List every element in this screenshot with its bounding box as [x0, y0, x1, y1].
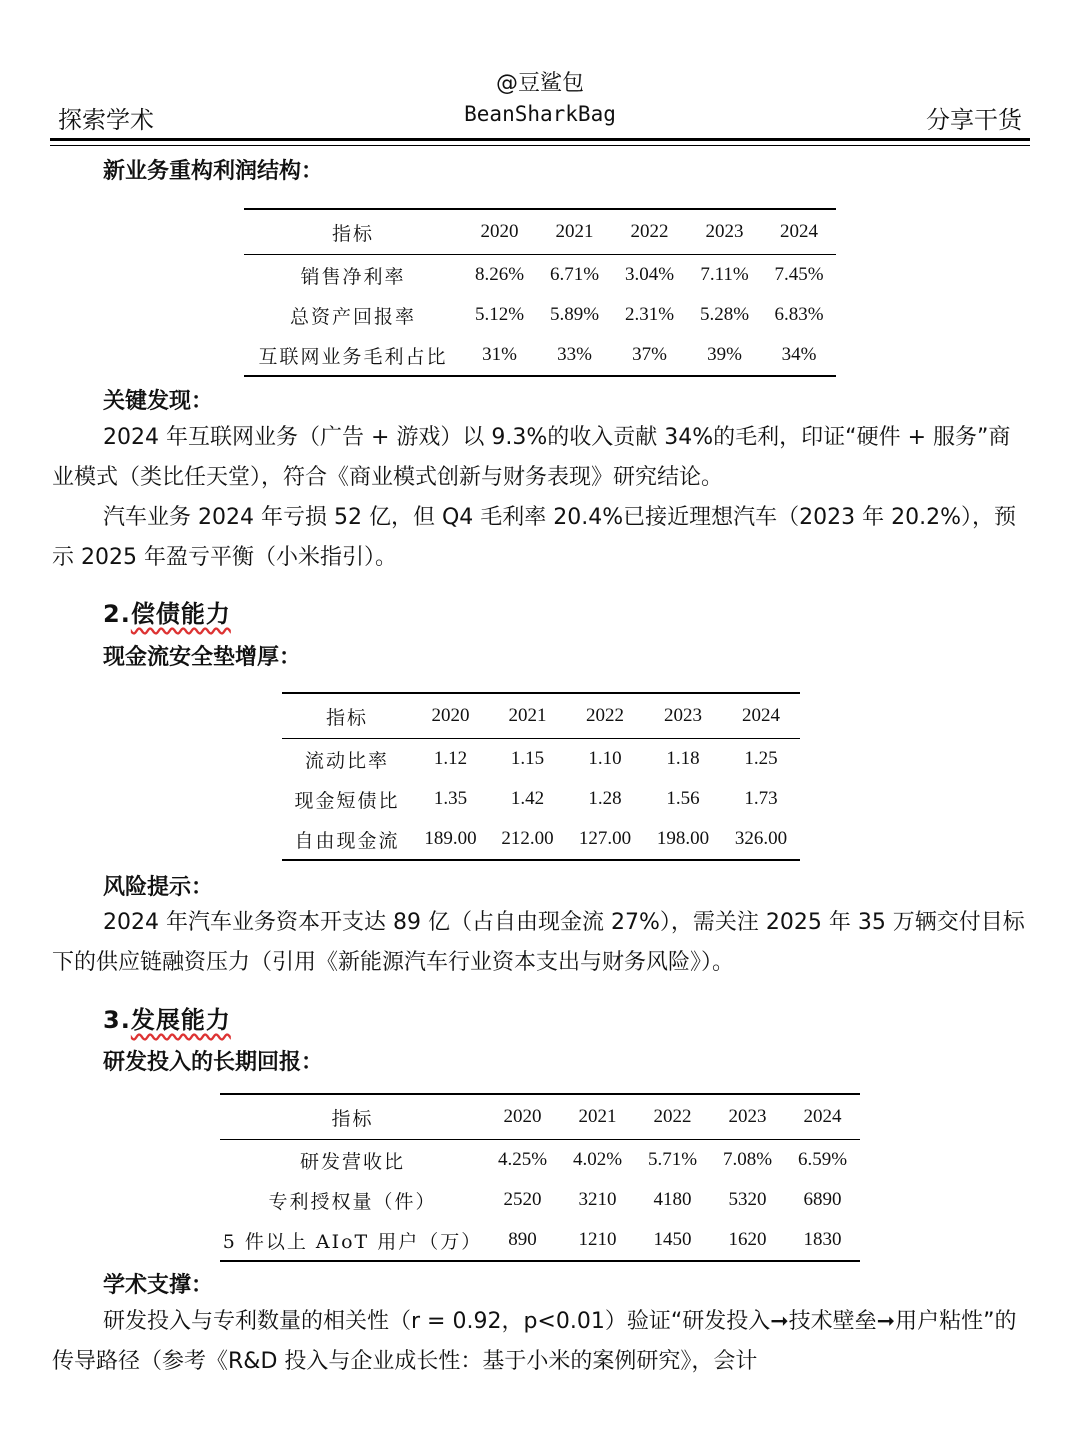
table-cell: 5.71%: [647, 1149, 698, 1170]
table-cell: 1210: [560, 1220, 635, 1261]
table-cell: 1.56: [666, 788, 700, 809]
findings-text-2: 汽车业务 2024 年亏损 52 亿，但 Q4 毛利率 20.4%已接近理想汽车（2023 年 20.2%），预示 2025 年盈亏平衡（小米指引）。: [52, 505, 1017, 570]
findings-paragraph-2: [52, 498, 1028, 578]
author-handle: @豆鲨包: [495, 71, 584, 96]
table-cell: 5.12%: [474, 304, 525, 325]
row-label: 现金短债比: [294, 789, 400, 812]
header-cell: 2022: [566, 693, 644, 739]
table-cell: 1.15: [510, 748, 545, 769]
solvency-table: [282, 692, 800, 861]
header-cell: 2024: [785, 1094, 860, 1140]
header-left-text: 探索学术: [58, 106, 154, 134]
risk-paragraph: [52, 903, 1028, 983]
growth-table: [220, 1093, 860, 1262]
header-cell: 2021: [489, 693, 566, 739]
table-cell: 5.89%: [549, 304, 600, 325]
table-cell: 2.31%: [624, 304, 675, 325]
section-number: 2.: [103, 600, 131, 628]
header-cell: 2023: [687, 209, 762, 255]
table-cell: 6.71%: [549, 264, 600, 285]
header-cell: 2020: [412, 693, 489, 739]
profit-table: [244, 208, 836, 377]
table-cell: 1.25: [744, 748, 778, 769]
row-label: 专利授权量（件）: [268, 1190, 437, 1213]
header-cell: 指标: [220, 1094, 485, 1140]
table-cell: 1.73: [744, 788, 778, 809]
table-cell: 6.83%: [774, 304, 824, 325]
header-cell: 2021: [560, 1094, 635, 1140]
table-cell: 1.28: [588, 788, 622, 809]
table-cell: 1830: [785, 1220, 860, 1261]
section-name: 偿债能力: [130, 600, 231, 628]
findings-paragraph-1: [52, 418, 1028, 498]
brand-name: BeanSharkBag: [464, 102, 616, 126]
table-cell: 198.00: [644, 819, 722, 860]
table-cell: 4.25%: [497, 1149, 548, 1170]
table-cell: 890: [485, 1220, 560, 1261]
header-cell: 指标: [244, 209, 462, 255]
table-row: [282, 819, 800, 860]
table-cell: 1620: [710, 1220, 785, 1261]
findings-text-1: 2024 年互联网业务（广告 + 游戏）以 9.3%的收入贡献 34%的毛利，印证“硬件 + 服务”商业模式（类比任天堂），符合《商业模式创新与财务表现》研究结论。: [52, 425, 1011, 490]
key-findings-heading: 关键发现：: [103, 389, 214, 414]
header-cell: 2021: [537, 209, 612, 255]
table-cell: 326.00: [722, 819, 800, 860]
table-cell: 127.00: [566, 819, 644, 860]
table-cell: 5320: [728, 1189, 767, 1210]
header-cell: 2024: [722, 693, 800, 739]
support-text: 研发投入与专利数量的相关性（r = 0.92，p<0.01）验证“研发投入➞技术壁垒➞用户粘性”的传导路径（参考《R&D 投入与企业成长性：基于小米的案例研究》，会计: [52, 1309, 1017, 1374]
table-header-row: [220, 1094, 860, 1140]
row-label: 销售净利率: [300, 265, 406, 288]
table-cell: 7.11%: [700, 264, 749, 285]
table-row: [244, 255, 836, 296]
header-cell: 2020: [485, 1094, 560, 1140]
section-number: 3.: [103, 1006, 131, 1034]
table-cell: 8.26%: [474, 264, 525, 285]
table-row: [220, 1220, 860, 1261]
table-cell: 6890: [803, 1189, 842, 1210]
row-label: 流动比率: [304, 749, 389, 772]
table-cell: 34%: [762, 335, 836, 376]
header-right-text: 分享干货: [926, 106, 1022, 134]
header-rule-thick: [50, 138, 1030, 141]
header-cell: 2020: [462, 209, 537, 255]
table-cell: 1450: [635, 1220, 710, 1261]
table-cell: 39%: [687, 335, 762, 376]
header-cell: 指标: [282, 693, 412, 739]
table-row: [220, 1140, 860, 1181]
row-label: 研发营收比: [299, 1150, 405, 1173]
header-cell: 2022: [612, 209, 687, 255]
table-row: [282, 739, 800, 780]
table-row: [244, 335, 836, 376]
table-cell: 3.04%: [624, 264, 675, 285]
table-cell: 4.02%: [572, 1149, 623, 1170]
table-row: [244, 295, 836, 335]
rnd-heading: 研发投入的长期回报：: [103, 1050, 324, 1075]
header-cell: 2023: [644, 693, 722, 739]
row-label: 互联网业务毛利占比: [244, 335, 462, 376]
row-label: 自由现金流: [282, 819, 412, 860]
header-cell: 2024: [762, 209, 836, 255]
table-cell: 3210: [578, 1189, 617, 1210]
table-cell: 5.28%: [699, 304, 750, 325]
growth-section-title: [103, 1000, 231, 1035]
table-cell: 189.00: [412, 819, 489, 860]
risk-text: 2024 年汽车业务资本开支达 89 亿（占自由现金流 27%），需关注 2025 年 35 万辆交付目标下的供应链融资压力（引用《新能源汽车行业资本支出与财务风险》）。: [52, 910, 1025, 975]
solvency-section-title: [103, 594, 231, 629]
academic-support-heading: 学术支撑：: [103, 1273, 214, 1298]
profit-structure-heading: 新业务重构利润结构：: [103, 159, 324, 184]
table-cell: 1.35: [433, 788, 468, 809]
table-header-row: [282, 693, 800, 739]
table-row: [282, 779, 800, 819]
table-cell: 212.00: [489, 819, 566, 860]
cashflow-heading: 现金流安全垫增厚：: [103, 645, 302, 670]
table-cell: 4180: [653, 1189, 692, 1210]
row-label: 5 件以上 AIoT 用户（万）: [220, 1220, 485, 1261]
header-rule-thin: [50, 145, 1030, 146]
section-name: 发展能力: [130, 1006, 231, 1034]
header-cell: 2022: [635, 1094, 710, 1140]
risk-heading: 风险提示：: [103, 875, 214, 900]
support-paragraph: [52, 1302, 1028, 1382]
table-cell: 1.12: [433, 748, 468, 769]
table-cell: 37%: [612, 335, 687, 376]
table-cell: 33%: [537, 335, 612, 376]
table-cell: 6.59%: [797, 1149, 848, 1170]
table-cell: 1.10: [588, 748, 622, 769]
table-cell: 1.42: [510, 788, 545, 809]
table-cell: 7.45%: [774, 264, 824, 285]
table-cell: 2520: [503, 1189, 542, 1210]
row-label: 总资产回报率: [289, 305, 416, 328]
header-cell: 2023: [710, 1094, 785, 1140]
table-header-row: [244, 209, 836, 255]
table-cell: 7.08%: [722, 1149, 773, 1170]
table-row: [220, 1180, 860, 1220]
table-cell: 1.18: [666, 748, 700, 769]
table-cell: 31%: [462, 335, 537, 376]
